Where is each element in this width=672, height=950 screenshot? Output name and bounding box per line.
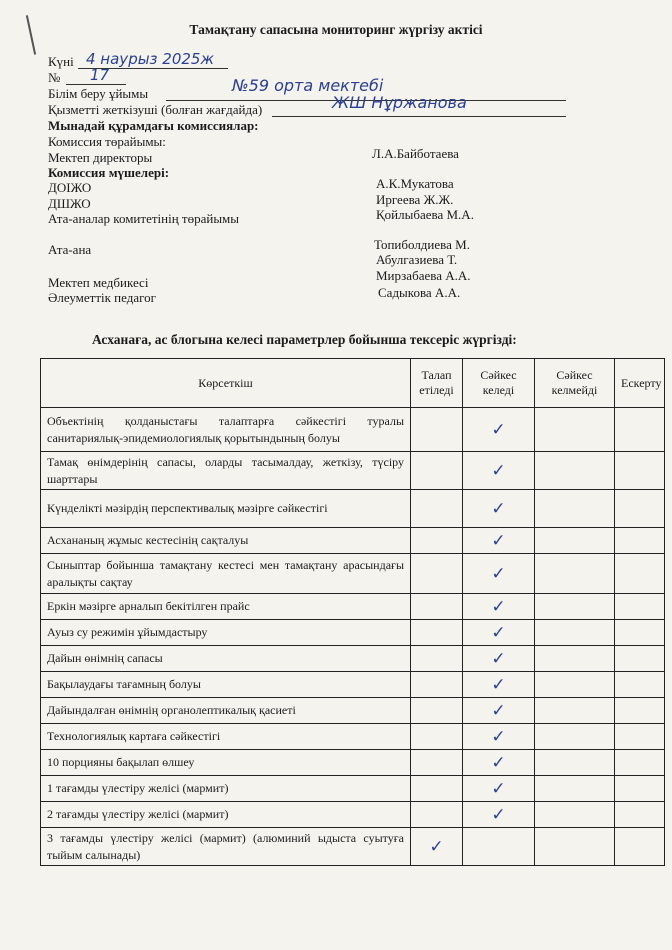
section-heading: Асханаға, ас блогына келесі параметрлер бойынша тексеріс жүргізді: [92,332,517,347]
header-indicator: Көрсеткіш [41,359,411,408]
table-cell [615,408,665,452]
header-required: Талап етіледі [411,359,463,408]
indicator-text: Бақылаудағы тағамның болуы [41,672,411,698]
number-value: 17 [90,66,110,84]
table-cell [535,408,615,452]
table-cell [463,490,535,528]
table-cell [535,750,615,776]
table-row [41,646,665,672]
table-header-row [41,359,665,408]
table-cell [463,672,535,698]
director-label: Мектеп директоры [48,150,153,165]
table-cell [535,672,615,698]
parent1-name: Топиболдиева М. [374,237,470,252]
table-cell [411,452,463,490]
indicator-text: Сыныптар бойынша тамақтану кестесі мен тамақтану арасындағы аралықты сақтау [41,554,411,594]
supplier-underline [272,116,566,117]
checkmark-icon: ✓ [491,648,506,669]
table-cell [615,646,665,672]
table-cell [615,490,665,528]
table-cell [463,620,535,646]
checkmark-icon: ✓ [429,836,444,857]
table-row [41,528,665,554]
header-noncompliant: Сәйкес келмейді [535,359,615,408]
table-row [41,776,665,802]
nurse-label: Мектеп медбикесі [48,275,149,290]
table-cell [463,554,535,594]
table-row [41,698,665,724]
checkmark-icon: ✓ [491,563,506,584]
number-label: № [48,70,61,85]
table-cell [463,724,535,750]
table-row [41,554,665,594]
table-cell [535,646,615,672]
table-row [41,452,665,490]
checkmark-icon: ✓ [491,726,506,747]
nurse-name: Мирзабаева А.А. [376,268,471,283]
table-cell [463,828,535,866]
table-cell [463,408,535,452]
inspection-table [40,358,665,866]
table-body [41,408,665,866]
member1-name: А.К.Мукатова [376,176,454,191]
indicator-text: 10 порцияны бақылап өлшеу [41,750,411,776]
supplier-label: Қызметті жеткізуші (болған жағдайда) [48,102,263,117]
checkmark-icon: ✓ [491,419,506,440]
table-cell [615,554,665,594]
member2-name: Иргеева Ж.Ж. [376,192,454,207]
table-row [41,672,665,698]
parents-label: Ата-ана [48,242,92,257]
indicator-text: 3 тағамды үлестіру желісі (мармит) (алюминий ыдыста суытуға тыйым салынады) [41,828,411,866]
table-cell [535,554,615,594]
checkmark-icon: ✓ [491,674,506,695]
commission-heading: Мынадай құрамдағы комиссиялар: [48,118,259,133]
table-cell [615,698,665,724]
indicator-text: 2 тағамды үлестіру желісі (мармит) [41,802,411,828]
table-row [41,724,665,750]
members-label: Комиссия мүшелері: [48,165,170,180]
table-cell [615,594,665,620]
table-cell [411,802,463,828]
parent-chair-name: Қойлыбаева М.А. [376,207,474,222]
indicator-text: Объектінің қолданыстағы талаптарға сәйкестігі туралы санитариялық-эпидемиологиялық қорытындының болуы [41,408,411,452]
table-cell [463,528,535,554]
table-cell [615,828,665,866]
school-value: №59 орта мектебі [232,76,384,95]
table-cell [535,620,615,646]
checkmark-icon: ✓ [491,700,506,721]
date-value: 4 наурыз 2025ж [86,50,214,68]
table-cell [535,802,615,828]
table-cell [411,828,463,866]
table-cell [463,452,535,490]
indicator-text: Дайындалған өнімнің органолептикалық қасиеті [41,698,411,724]
social-name: Садыкова А.А. [378,285,461,300]
table-cell [463,776,535,802]
parent2-name: Абулгазиева Т. [376,252,458,267]
number-underline [66,84,126,85]
checkmark-icon: ✓ [491,530,506,551]
table-cell [535,452,615,490]
table-cell [615,776,665,802]
table-row [41,828,665,866]
checkmark-icon: ✓ [491,460,506,481]
table-cell [535,828,615,866]
table-cell [411,750,463,776]
document-title: Тамақтану сапасына мониторинг жүргізу актісі [189,22,483,37]
table-cell [463,750,535,776]
table-row [41,802,665,828]
header-compliant: Сәйкес келеді [463,359,535,408]
checkmark-icon: ✓ [491,498,506,519]
table-row [41,490,665,528]
indicator-text: Еркін мәзірге арналып бекітілген прайс [41,594,411,620]
checkmark-icon: ✓ [491,596,506,617]
table-cell [615,750,665,776]
checkmark-icon: ✓ [491,752,506,773]
table-cell [411,620,463,646]
table-cell [535,594,615,620]
table-cell [411,646,463,672]
table-cell [463,646,535,672]
table-cell [463,802,535,828]
table-cell [535,724,615,750]
table-cell [411,724,463,750]
table-cell [535,776,615,802]
parent-chair-label: Ата-аналар комитетінің төрайымы [48,211,240,226]
date-label: Күні [48,54,74,69]
table-cell [615,802,665,828]
supplier-value: ЖШ Нұржанова [332,93,467,112]
indicator-text: Тамақ өнімдерінің сапасы, оларды тасымалдау, жеткізу, түсіру шарттары [41,452,411,490]
checkmark-icon: ✓ [491,778,506,799]
table-row [41,408,665,452]
table-cell [463,594,535,620]
table-cell [535,528,615,554]
table-cell [411,408,463,452]
indicator-text: Ауыз су режимін ұйымдастыру [41,620,411,646]
table-row [41,750,665,776]
indicator-text: Технологиялық картаға сәйкестігі [41,724,411,750]
table-cell [411,490,463,528]
table-cell [615,724,665,750]
indicator-text: Күнделікті мәзірдің перспективалық мәзірге сәйкестігі [41,490,411,528]
table-cell [535,698,615,724]
table-cell [411,528,463,554]
table-cell [463,698,535,724]
table-cell [411,672,463,698]
indicator-text: 1 тағамды үлестіру желісі (мармит) [41,776,411,802]
checkmark-icon: ✓ [491,804,506,825]
indicator-text: Асхананың жұмыс кестесінің сақталуы [41,528,411,554]
table-cell [411,554,463,594]
indicator-text: Дайын өнімнің сапасы [41,646,411,672]
table-cell [615,528,665,554]
table-cell [411,594,463,620]
table-cell [615,620,665,646]
table-cell [411,698,463,724]
checkmark-icon: ✓ [491,622,506,643]
school-label: Білім беру ұйымы [48,86,149,101]
table-row [41,594,665,620]
member1-label: ДОІЖО [48,180,92,195]
table-cell [615,452,665,490]
table-row [41,620,665,646]
table-cell [411,776,463,802]
member2-label: ДШЖО [48,196,91,211]
director-name: Л.А.Байботаева [372,146,459,161]
header-note: Ескерту [615,359,665,408]
chair-label: Комиссия төрайымы: [48,134,166,149]
table-cell [535,490,615,528]
social-label: Әлеуметтік педагог [48,290,156,305]
table-cell [615,672,665,698]
